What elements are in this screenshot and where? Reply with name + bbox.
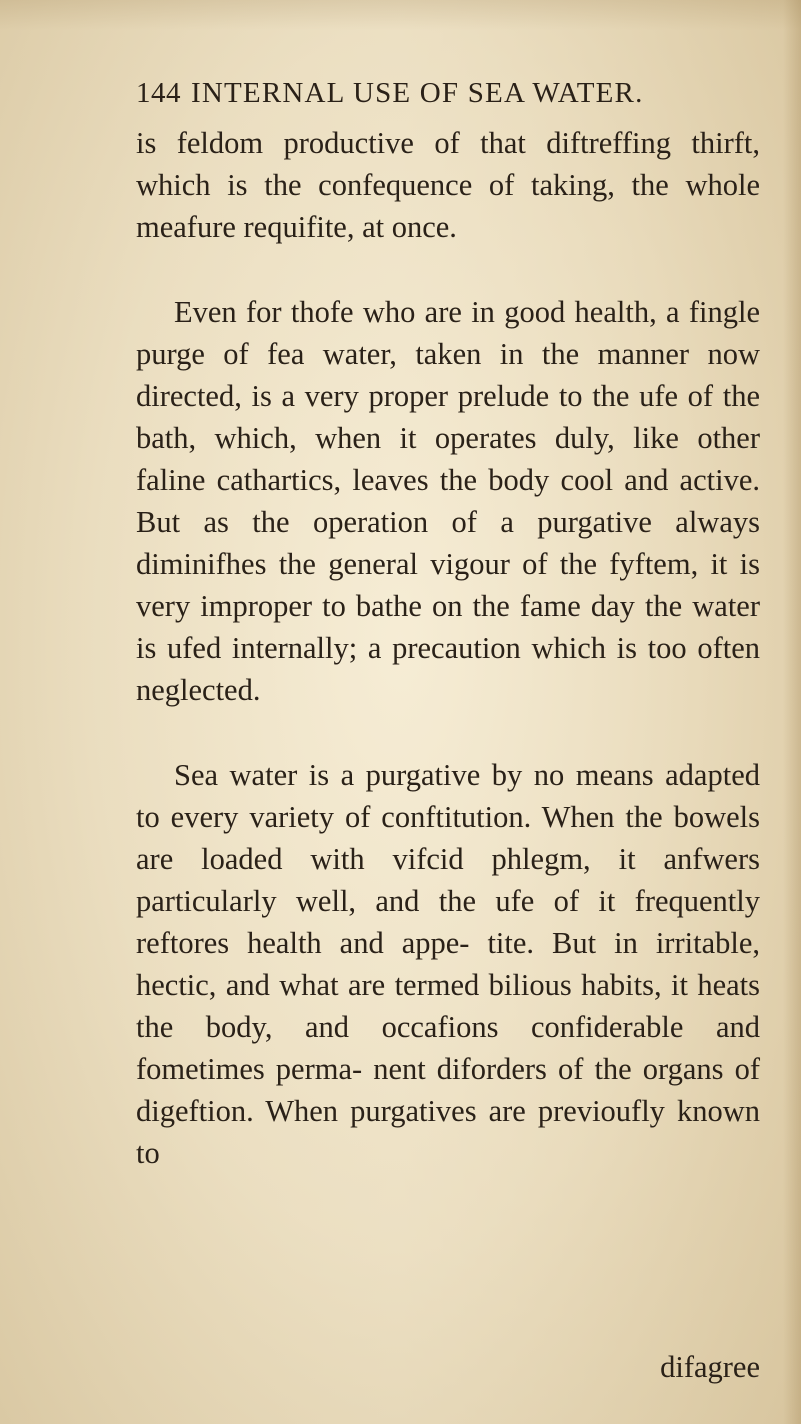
page-edge-shadow: [783, 0, 801, 1424]
paragraph-sea-water-prelude: [136, 291, 760, 711]
running-head: INTERNAL USE OF SEA WATER.: [191, 77, 644, 109]
page-header: [136, 70, 776, 116]
paragraph-constitution: [136, 754, 760, 1174]
paragraph-continuation: [136, 122, 760, 248]
text-body: [136, 122, 760, 1217]
page-top-shadow: [0, 0, 801, 30]
paragraph-text: is feldom productive of that diftreffing thirft, which is the confequence of taking, the whole meafure requifite, at once.: [136, 126, 760, 244]
catchword: difagree: [660, 1350, 760, 1384]
paragraph-text: Sea water is a purgative by no means adapted to every variety of conftitution. When the bowels are loaded with vifcid phlegm, it anfwers particularly well, and the ufe of it frequently reftores health and appe- tite. But in irritable, hectic, and what are termed bilious habits, it heats the body, and occafions confiderable and fometimes perma- nent diforders of the organs of digeftion. When purgatives are previoufly known to: [136, 758, 760, 1170]
paragraph-text: Even for thofe who are in good health, a fingle purge of fea water, taken in the manner now directed, is a very proper prelude to the ufe of the bath, which, when it operates duly, like other faline cathartics, leaves the body cool and active. But as the operation of a purgative always diminifhes the general vigour of the fyftem, it is very improper to bathe on the fame day the water is ufed internally; a precaution which is too often neglected.: [136, 295, 760, 707]
page-number: 144: [136, 77, 181, 109]
